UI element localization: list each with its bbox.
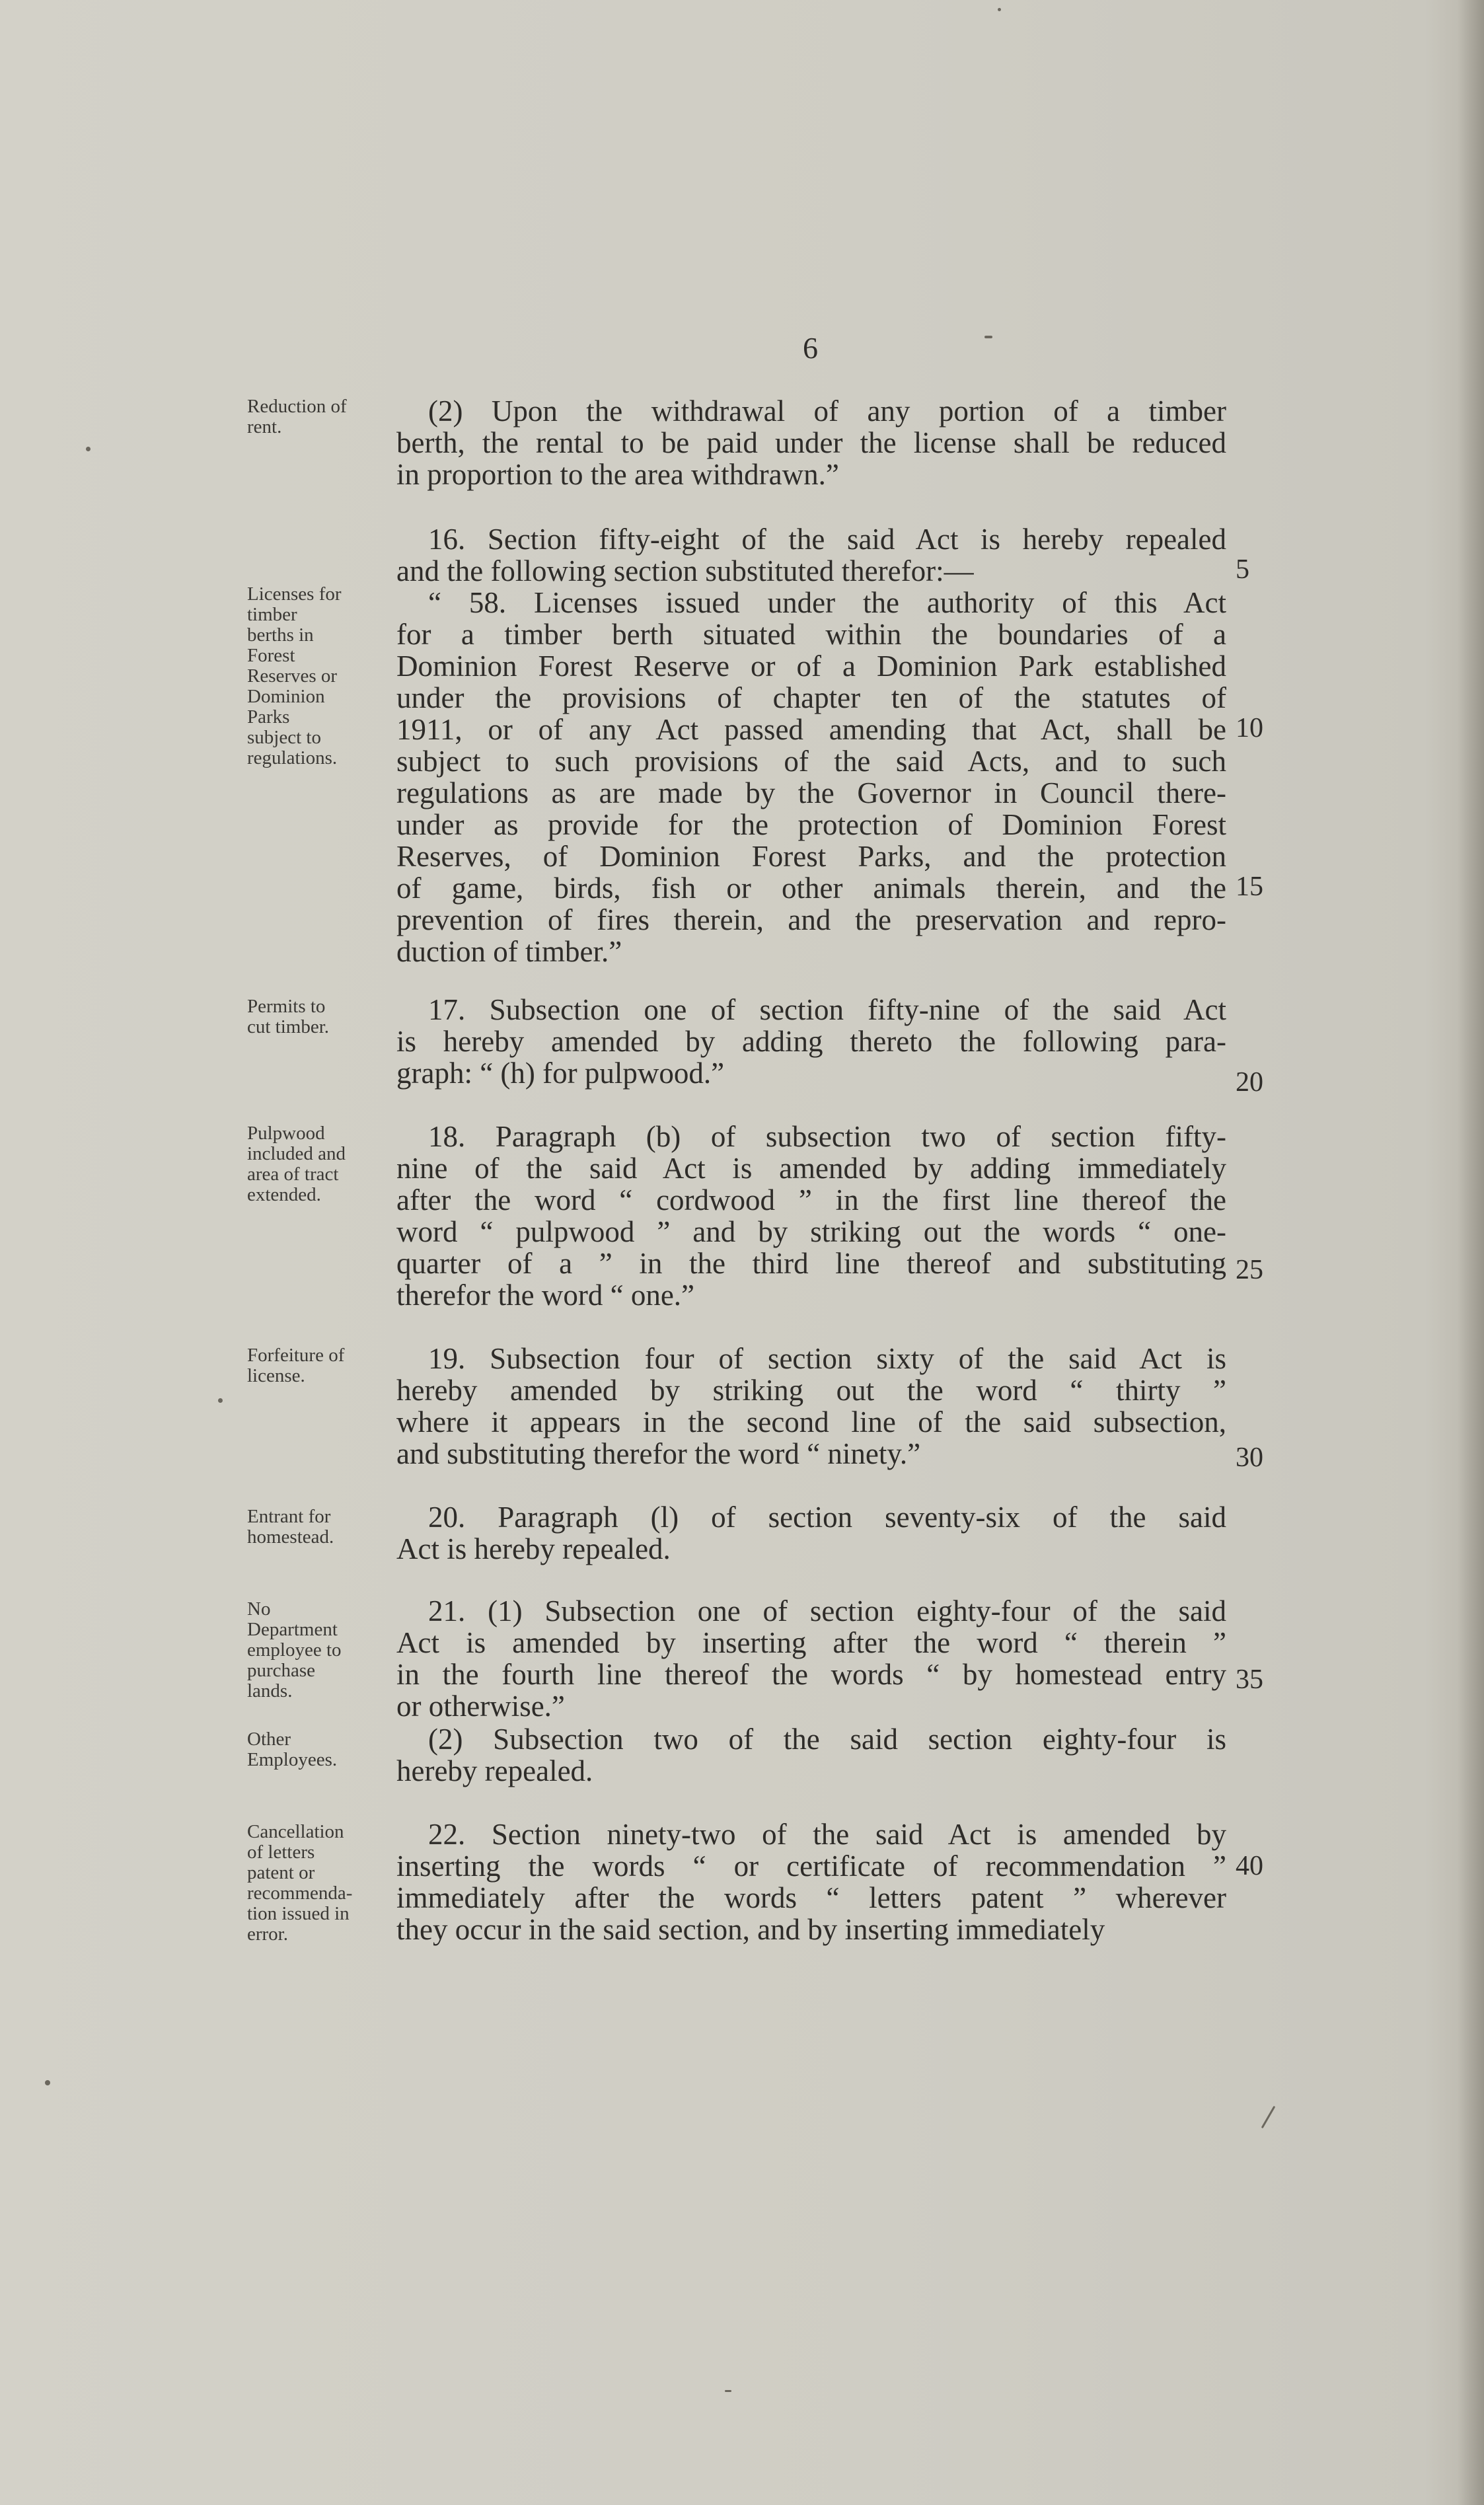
margin-note-line: Pulpwood [247,1123,325,1144]
margin-note-line: patent or [247,1862,315,1883]
text-line: after the word “ cordwood ” in the first line thereof the [396,1183,1226,1216]
margin-note-pulpwood [247,1123,392,1205]
margin-note-licenses [247,584,392,768]
text-line: in the fourth line thereof the words “ by homestead entry [396,1658,1226,1691]
text-line: (2) Subsection two of the said section eighty-four is [428,1723,1226,1756]
paper-speck [998,8,1001,11]
paper-speck [725,2390,731,2392]
text-line: 16. Section fifty-eight of the said Act is hereby repealed [428,523,1226,556]
margin-note-line: regulations. [247,747,338,768]
text-line: for a timber berth situated within the boundaries of a [396,618,1226,651]
margin-note-line: extended. [247,1184,321,1205]
text-line: regulations as are made by the Governor in Council there- [396,776,1226,809]
margin-note-line: berths in [247,624,314,646]
margin-note-line: of letters [247,1842,315,1863]
paper-speck [45,2080,50,2085]
text-line: duction of timber.” [396,935,622,968]
margin-note-line: license. [247,1365,305,1386]
text-line: Act is hereby repealed. [396,1532,671,1565]
paragraph-section-58 [396,587,1226,967]
margin-note-forfeiture [247,1345,392,1386]
text-line: Reserves, of Dominion Forest Parks, and the protection [396,840,1226,873]
margin-note-line: lands. [247,1680,293,1701]
text-line: in proportion to the area withdrawn.” [396,458,839,491]
margin-note-line: included and [247,1143,346,1164]
text-line: berth, the rental to be paid under the license shall be reduced [396,426,1226,459]
text-line: where it appears in the second line of the said subsection, [396,1405,1226,1439]
margin-note-line: No [247,1598,271,1620]
margin-note-line: homestead. [247,1526,334,1548]
paragraph-section-18 [396,1121,1226,1311]
text-line: graph: “ (h) for pulpwood.” [396,1057,725,1090]
text-line: Act is amended by inserting after the word “ therein ” [396,1626,1226,1659]
text-line: hereby repealed. [396,1754,593,1787]
text-line: “ 58. Licenses issued under the authority of this Act [428,586,1226,619]
margin-note-line: rent. [247,416,282,437]
page-edge-shadow [1458,0,1484,2505]
margin-note-line: Dominion [247,686,325,707]
paragraph-withdrawal [396,395,1226,490]
text-line: of game, birds, fish or other animals therein, and the [396,872,1226,905]
margin-note-line: recommenda- [247,1883,353,1904]
text-line: inserting the words “ or certificate of recommendation ” [396,1850,1226,1883]
text-line: under as provide for the protection of Dominion Forest [396,808,1226,841]
text-line: 17. Subsection one of section fifty-nine of the said Act [428,993,1226,1026]
page-number: 6 [803,331,818,365]
text-line: and the following section substituted therefor:— [396,554,974,587]
text-line: they occur in the said section, and by inserting immediately [396,1913,1105,1946]
margin-note-line: Forfeiture of [247,1345,345,1366]
paragraph-section-21 [396,1595,1226,1722]
margin-note-line: cut timber. [247,1016,330,1037]
margin-note-other-employees [247,1729,392,1770]
margin-note-line: Parks [247,706,290,728]
paragraph-section-16 [396,523,1226,587]
text-line: and substituting therefor the word “ ninety.” [396,1437,921,1470]
line-number-10: 10 [1236,713,1263,743]
line-number-15: 15 [1236,872,1263,902]
text-line: 18. Paragraph (b) of subsection two of section fifty- [428,1120,1226,1153]
margin-note-line: subject to [247,727,321,748]
text-line: immediately after the words “ letters patent ” wherever [396,1881,1226,1914]
text-line: 1911, or of any Act passed amending that Act, shall be [396,713,1226,746]
text-line: quarter of a ” in the third line thereof and substituting [396,1247,1226,1280]
margin-note-cancellation [247,1822,392,1945]
text-line: subject to such provisions of the said Acts, and to such [396,745,1226,778]
margin-note-line: Employees. [247,1749,338,1770]
line-number-25: 25 [1236,1255,1263,1285]
line-number-30: 30 [1236,1442,1263,1473]
text-line: or otherwise.” [396,1690,565,1723]
text-line: hereby amended by striking out the word “ thirty ” [396,1374,1226,1407]
margin-note-line: Cancellation [247,1821,344,1842]
text-line: (2) Upon the withdrawal of any portion of a timber [428,394,1226,428]
paragraph-section-19 [396,1343,1226,1470]
margin-note-line: error. [247,1924,288,1945]
margin-note-entrant [247,1507,392,1548]
text-line: prevention of fires therein, and the preservation and repro- [396,903,1226,936]
margin-note-line: Entrant for [247,1506,331,1527]
text-line: 21. (1) Subsection one of section eighty-four of the said [428,1594,1226,1627]
margin-note-line: employee to [247,1639,342,1661]
margin-note-permits [247,996,392,1037]
margin-note-line: timber [247,604,297,625]
text-line: 22. Section ninety-two of the said Act is amended by [428,1818,1226,1851]
paper-speck [86,447,91,451]
margin-note-line: Licenses for [247,583,342,605]
text-line: word “ pulpwood ” and by striking out the words “ one- [396,1215,1226,1248]
text-line: 20. Paragraph (l) of section seventy-six of the said [428,1501,1226,1534]
margin-note-line: Permits to [247,996,326,1017]
line-number-35: 35 [1236,1664,1263,1695]
margin-note-line: Other [247,1729,291,1750]
margin-note-line: purchase [247,1660,316,1681]
line-number-40: 40 [1236,1851,1263,1881]
text-line: is hereby amended by adding thereto the following para- [396,1025,1226,1058]
paragraph-section-17 [396,994,1226,1089]
paper-speck [218,1398,223,1403]
text-line: Dominion Forest Reserve or of a Dominion Park established [396,650,1226,683]
margin-note-no-department [247,1599,392,1701]
margin-note-line: Forest [247,645,295,666]
margin-note-line: area of tract [247,1164,339,1185]
margin-note-line: Reserves or [247,665,338,687]
paragraph-section-21-2 [396,1723,1226,1787]
line-number-5: 5 [1236,554,1249,585]
text-line: under the provisions of chapter ten of the statutes of [396,681,1226,714]
margin-note-reduction [247,396,392,437]
text-line: 19. Subsection four of section sixty of the said Act is [428,1342,1226,1375]
paragraph-section-20 [396,1501,1226,1565]
text-line: nine of the said Act is amended by adding immediately [396,1152,1226,1185]
paragraph-section-22 [396,1818,1226,1945]
line-number-20: 20 [1236,1067,1263,1098]
margin-note-line: Reduction of [247,396,347,417]
paper-speck [984,336,992,338]
text-line: therefor the word “ one.” [396,1279,695,1312]
margin-note-line: Department [247,1619,338,1640]
margin-note-line: tion issued in [247,1903,350,1924]
